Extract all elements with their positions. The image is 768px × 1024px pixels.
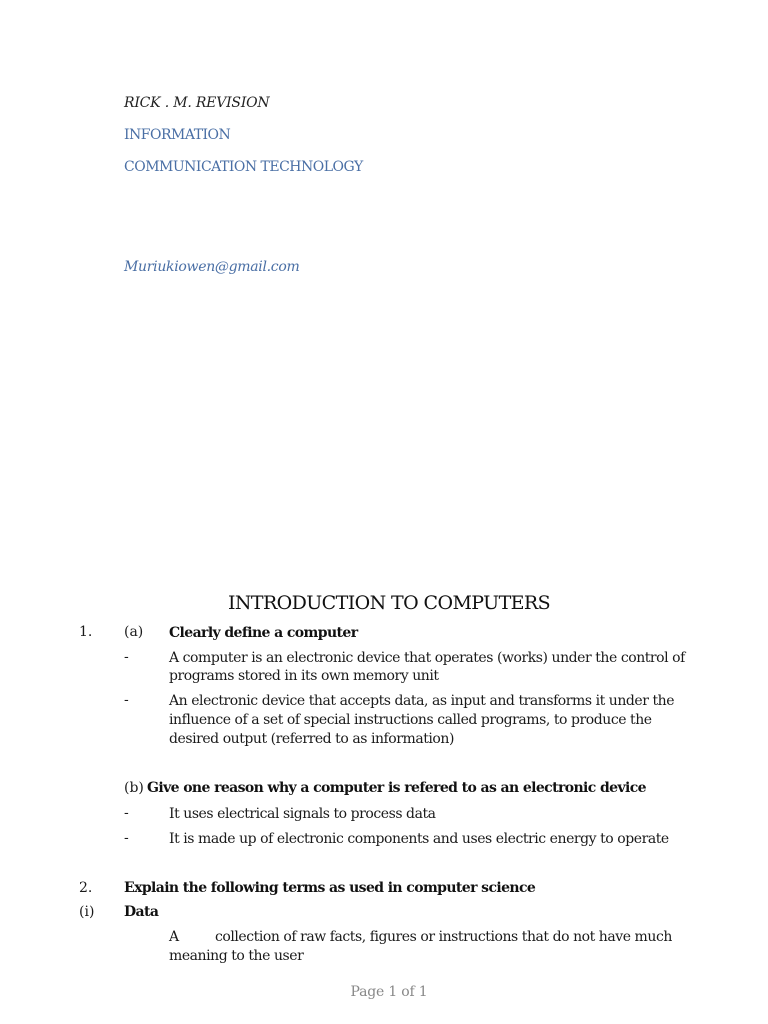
- question-2i-term: Data: [124, 904, 159, 920]
- question-1b-label: (b): [124, 780, 144, 796]
- author-name: RICK . M. REVISION: [124, 95, 270, 111]
- answer-1a-1-line-1: A computer is an electronic device that operates (works) under the control of: [169, 650, 685, 666]
- answer-1a-1-bullet: -: [124, 649, 129, 665]
- document-title: INTRODUCTION TO COMPUTERS: [227, 592, 551, 614]
- question-1b-text: Give one reason why a computer is refered to as an electronic device: [147, 780, 646, 796]
- subject-line-1: INFORMATION: [124, 127, 231, 143]
- answer-1b-1-text: It uses electrical signals to process data: [169, 806, 436, 822]
- answer-1a-2-line-3: desired output (referred to as information): [169, 731, 454, 747]
- answer-1a-2-line-1: An electronic device that accepts data, as input and transforms it under the: [169, 693, 675, 709]
- question-1a-label: (a): [124, 624, 144, 640]
- question-2-text: Explain the following terms as used in computer science: [124, 880, 536, 896]
- definition-2i-line-2: meaning to the user: [169, 948, 304, 964]
- answer-1a-1-line-2: programs stored in its own memory unit: [169, 668, 439, 684]
- definition-2i-line-1: collection of raw facts, figures or instructions that do not have much: [215, 929, 672, 945]
- definition-2i-word: A: [169, 929, 179, 945]
- subject-line-2: COMMUNICATION TECHNOLOGY: [124, 159, 363, 175]
- answer-1a-2-bullet: -: [124, 692, 129, 708]
- question-1-number: 1.: [79, 624, 93, 640]
- page-number: Page 1 of 1: [350, 984, 428, 1000]
- question-2i-label: (i): [79, 904, 95, 920]
- answer-1b-2-text: It is made up of electronic components and uses electric energy to operate: [169, 831, 669, 847]
- answer-1b-2-bullet: -: [124, 830, 129, 846]
- question-2-number: 2.: [79, 880, 93, 896]
- answer-1a-2-line-2: influence of a set of special instructions called programs, to produce the: [169, 712, 652, 728]
- author-email[interactable]: Muriukiowen@gmail.com: [124, 259, 300, 275]
- answer-1b-1-bullet: -: [124, 805, 129, 821]
- question-1a-text: Clearly define a computer: [169, 625, 358, 641]
